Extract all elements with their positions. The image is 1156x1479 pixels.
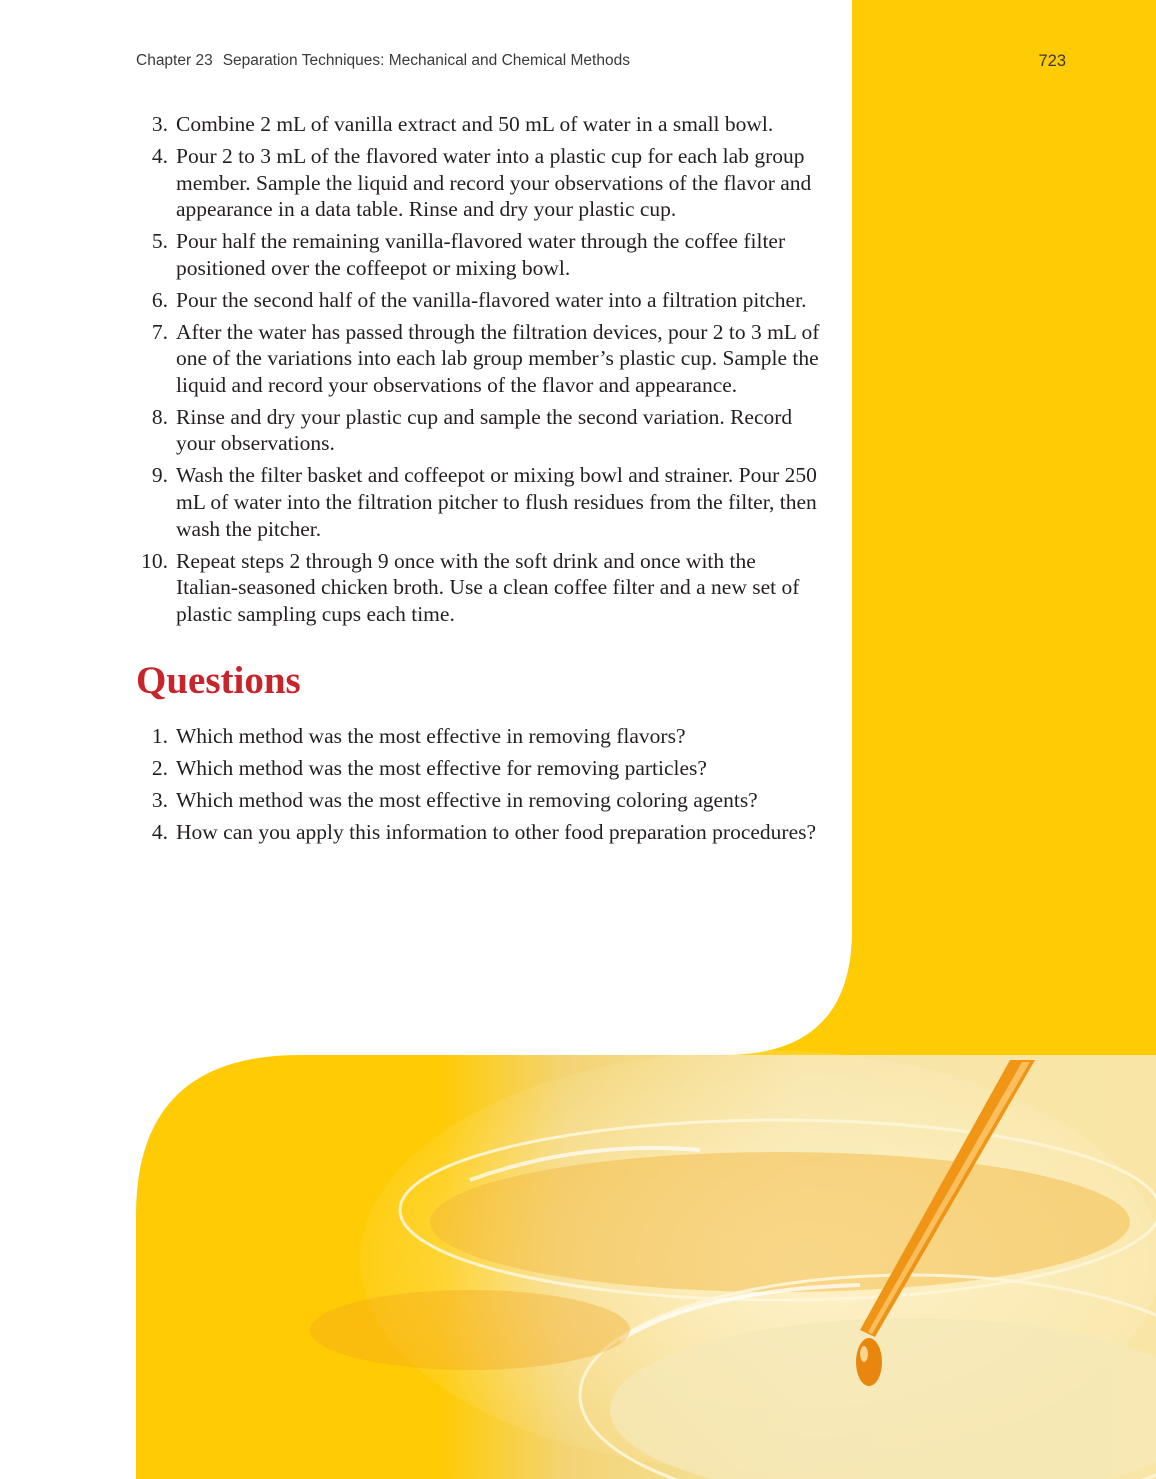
questions-list (136, 723, 820, 846)
question-text: Which method was the most effective in removing coloring agents? (176, 788, 758, 813)
list-item (136, 287, 820, 314)
questions-heading: Questions (136, 659, 301, 703)
step-text: Combine 2 mL of vanilla extract and 50 mL of water in a small bowl. (176, 112, 774, 136)
chapter-title: Separation Techniques: Mechanical and Chemical Methods (222, 52, 630, 69)
step-number: 7. (151, 319, 168, 344)
main-content (136, 111, 820, 851)
step-text: Pour half the remaining vanilla-flavored water through the coffee filter positioned over the coffeepot or mixing bowl. (176, 229, 786, 280)
step-number: 3. (151, 112, 168, 136)
list-item (136, 755, 820, 782)
question-number: 1. (151, 724, 168, 749)
step-number: 6. (151, 287, 168, 312)
question-number: 3. (151, 788, 168, 813)
page-number: 723 (1038, 52, 1066, 70)
question-number: 4. (151, 820, 168, 845)
list-item (136, 143, 820, 223)
step-text: Wash the filter basket and coffeepot or mixing bowl and strainer. Pour 250 mL of water into the filtration pitcher to flush residues from the filter, then wash the pitcher. (176, 463, 817, 541)
list-item (136, 787, 820, 814)
list-item (136, 319, 820, 399)
list-item (136, 228, 820, 281)
question-number: 2. (151, 756, 168, 781)
list-item (136, 462, 820, 542)
step-number: 8. (151, 404, 168, 429)
step-number: 4. (151, 143, 168, 168)
step-number: 5. (151, 229, 168, 254)
step-text: Repeat steps 2 through 9 once with the soft drink and once with the Italian-seasoned chicken broth. Use a clean coffee filter and a new set of plastic sampling cups each time. (176, 548, 800, 626)
chapter-heading (136, 52, 630, 70)
list-item (136, 111, 820, 138)
step-text: Pour 2 to 3 mL of the flavored water into a plastic cup for each lab group member. Sample the liquid and record your observations of the flavor and appearance in a data table. Rinse and dry your plastic cup. (176, 143, 812, 222)
chapter-label: Chapter 23 (136, 52, 213, 69)
question-text: Which method was the most effective in removing flavors? (176, 724, 686, 749)
step-number: 10. (141, 548, 168, 573)
list-item (136, 723, 820, 750)
step-text: Rinse and dry your plastic cup and sample the second variation. Record your observations. (176, 404, 793, 456)
procedure-steps (136, 111, 820, 627)
step-text: Pour the second half of the vanilla-flavored water into a filtration pitcher. (176, 287, 807, 312)
question-text: Which method was the most effective for removing particles? (176, 756, 707, 781)
step-number: 9. (151, 463, 168, 488)
list-item (136, 819, 820, 846)
list-item (136, 548, 820, 628)
question-text: How can you apply this information to other food preparation procedures? (176, 820, 817, 845)
list-item (136, 404, 820, 457)
lab-photo (136, 1050, 1156, 1479)
step-text: After the water has passed through the filtration devices, pour 2 to 3 mL of one of the variations into each lab group member’s plastic cup. Sample the liquid and record your observations of the flavor and appearance. (176, 319, 820, 397)
